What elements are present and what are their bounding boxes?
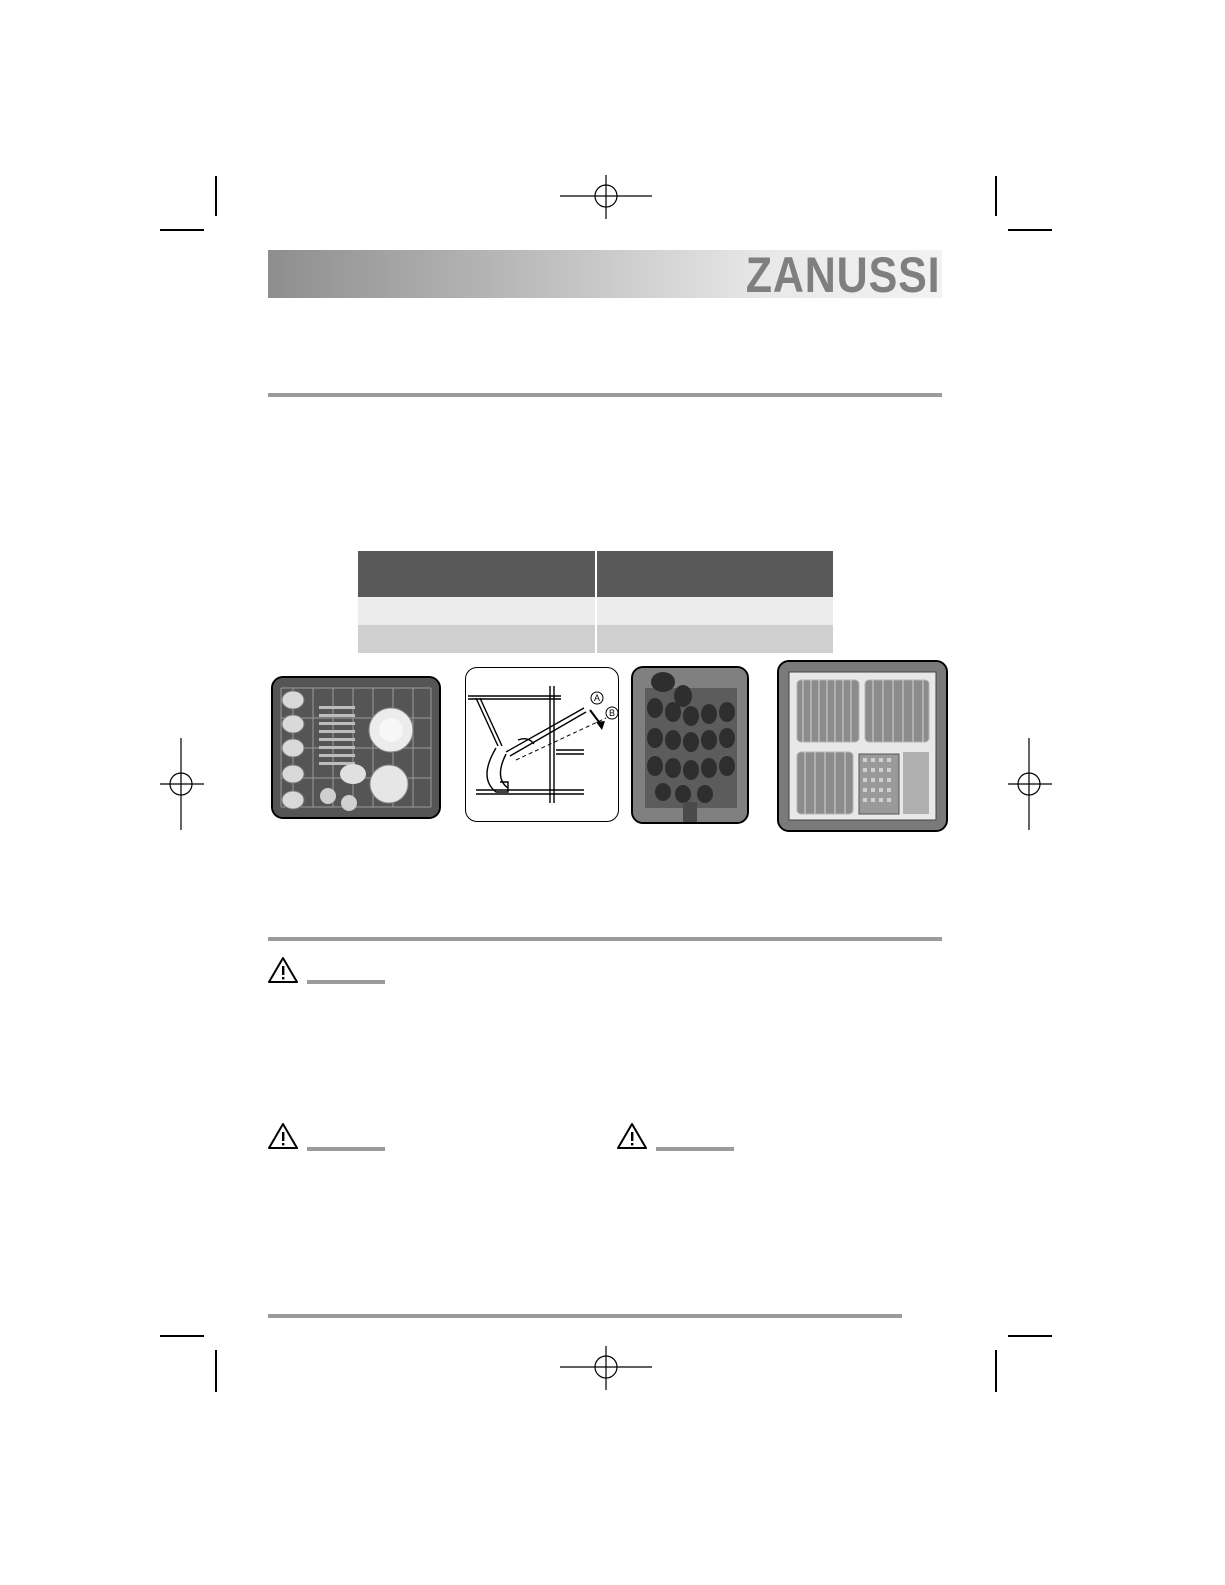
table-header-cell	[595, 551, 834, 597]
registration-mark-icon	[160, 738, 204, 830]
section-divider	[268, 393, 942, 397]
registration-mark-icon	[1008, 738, 1052, 830]
warning-icon	[616, 1122, 648, 1150]
table-cell	[595, 597, 834, 625]
warning-underline	[656, 1147, 734, 1151]
registration-mark-icon	[560, 175, 652, 219]
crop-mark	[1008, 1335, 1052, 1337]
diagram-label-b: B	[609, 708, 616, 718]
warning-underline	[307, 1147, 385, 1151]
warning-underline	[307, 980, 385, 984]
warning-icon	[267, 1122, 299, 1150]
crop-mark	[995, 1350, 997, 1392]
upper-basket-photo	[271, 676, 441, 819]
table-row	[358, 625, 833, 653]
basket-adjustment-diagram	[465, 667, 619, 822]
header-band	[268, 247, 942, 303]
crop-mark	[1008, 229, 1052, 231]
table-cell	[358, 625, 595, 653]
table-header-row	[358, 551, 833, 597]
registration-mark-icon	[560, 1346, 652, 1390]
brand-logo: ZANUSSI	[745, 247, 940, 303]
footer-divider	[268, 1314, 902, 1318]
warning-icon	[267, 956, 299, 984]
crop-mark	[215, 176, 217, 216]
table-header-cell	[358, 551, 595, 597]
diagram-label-a: A	[594, 693, 601, 703]
lower-basket-photo	[777, 660, 948, 832]
cutlery-basket-photo	[631, 666, 749, 824]
table-cell	[595, 625, 834, 653]
section-divider	[268, 937, 942, 941]
table	[358, 551, 833, 653]
crop-mark	[995, 176, 997, 216]
table-cell	[358, 597, 595, 625]
crop-mark	[160, 1335, 204, 1337]
crop-mark	[215, 1350, 217, 1392]
crop-mark	[160, 229, 204, 231]
table-row	[358, 597, 833, 625]
